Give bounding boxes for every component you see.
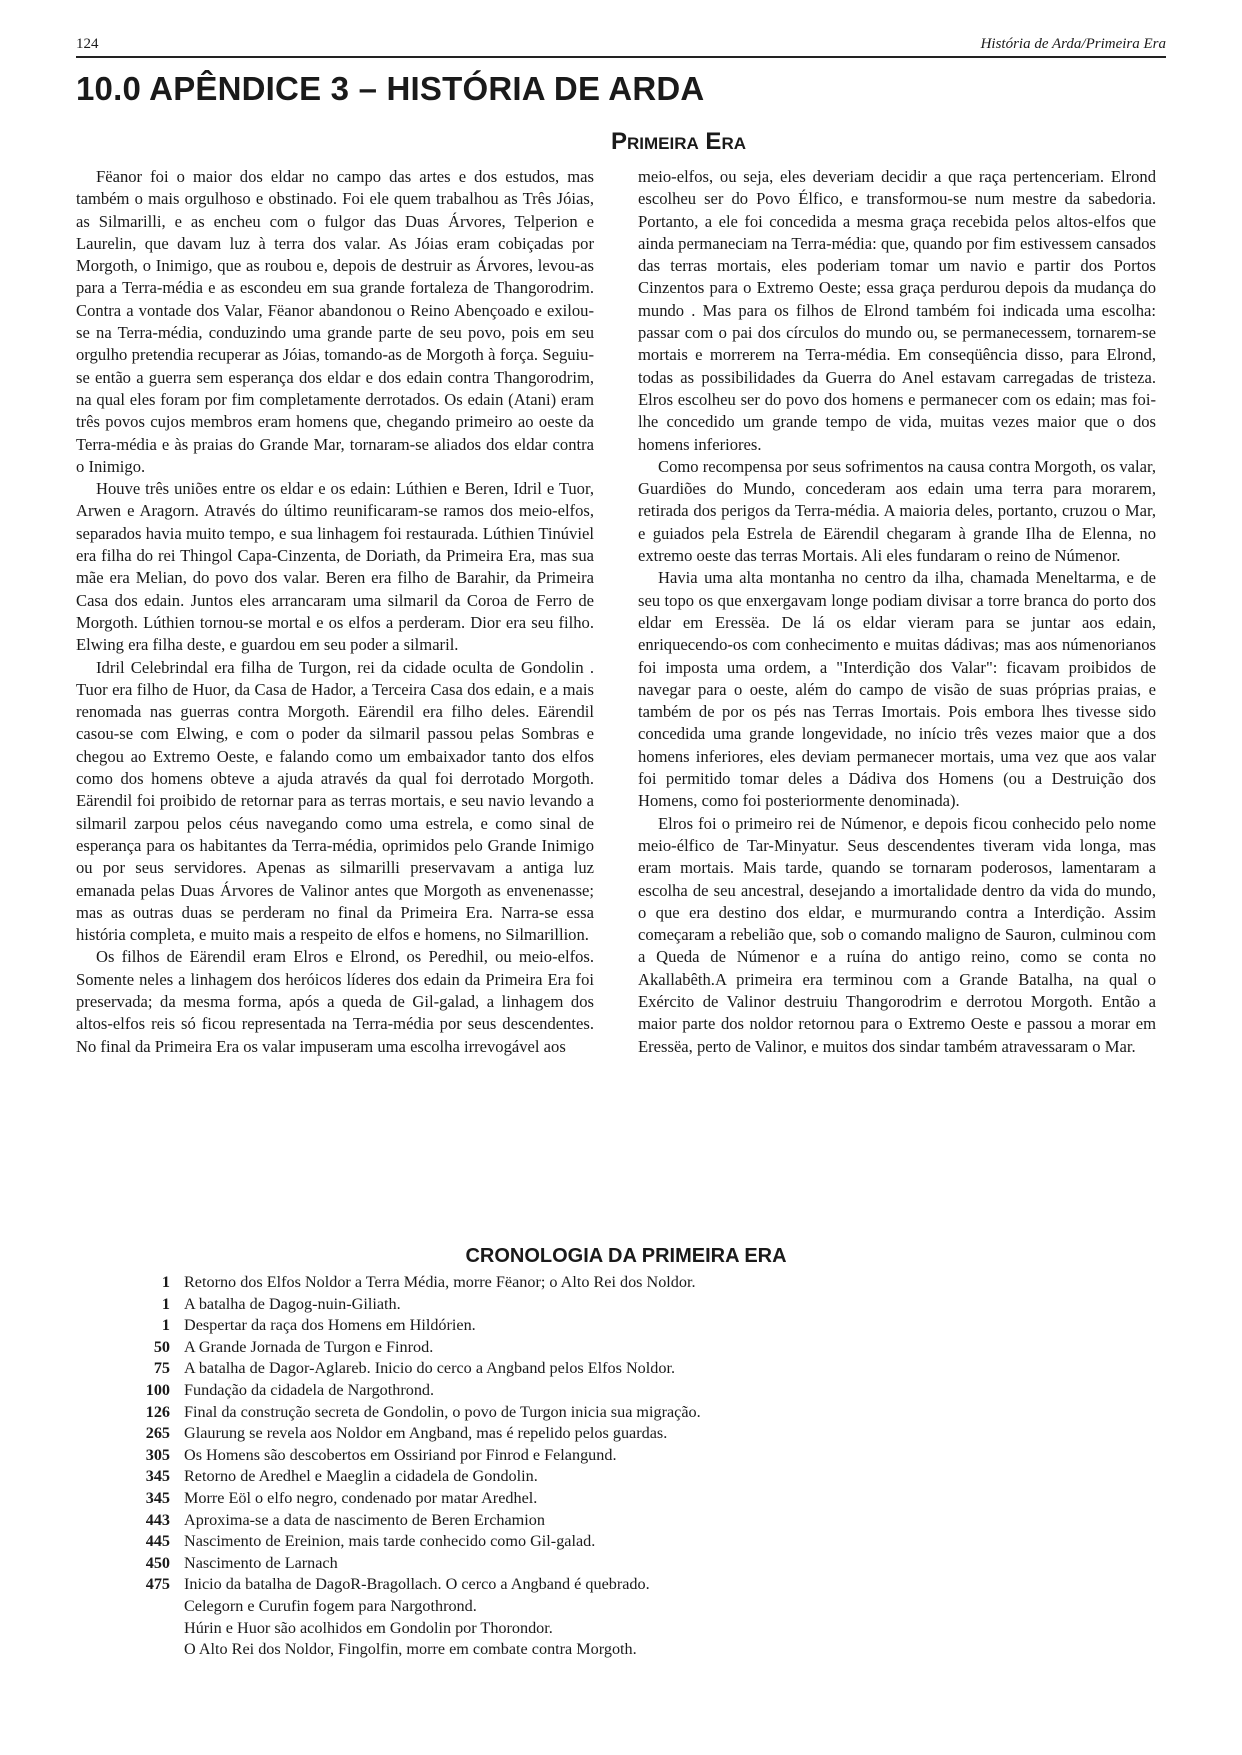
- paragraph: Os filhos de Eärendil eram Elros e Elrond, os Peredhil, ou meio-elfos. Somente neles a linhagem dos heróicos líderes dos edain da Primeira Era foi preservada; da mesma forma, após a queda de Gil-galad, a linhagem dos altos-elfos reis só ficou representada na Terra-média por seus descendentes. No final da Primeira Era os valar impuseram uma escolha irrevogável aos: [76, 947, 594, 1056]
- chronology-title: [0, 1245, 1242, 1268]
- chronology-text: Fundação da cidadela de Nargothrond.: [184, 1380, 435, 1399]
- paragraph: Havia uma alta montanha no centro da ilha, chamada Meneltarma, e de seu topo os que enxergavam longe podiam divisar a torre branca do porto dos eldar em Eressëa. De lá os eldar vieram para se juntar aos edain, enriquecendo-os com conhecimento e muitas dádivas; mas aos númenorianos foi imposta uma ordem, a "Interdição dos Valar": ficavam proibidos de navegar para o oeste, além do campo de visão de suas próprias praias, e também de por os pés nas Terras Imortais. Pois embora lhes tivesse sido concedida uma grande longevidade, no início três vezes maior que a dos homens inferiores, eles deviam permanecer mortais, uma vez que aos valar foi permitido tomar deles a Dádiva dos Homens (ou a Destruição dos Homens, como foi posteriormente denominada).: [638, 568, 1156, 811]
- chronology-year: 445: [145, 1532, 170, 1551]
- chronology-year: 265: [145, 1424, 170, 1443]
- chronology-entry: [120, 1445, 1120, 1467]
- chronology-year: 345: [145, 1467, 170, 1486]
- chronology-year: 443: [145, 1510, 170, 1529]
- chronology-text: Nascimento de Larnach: [184, 1553, 338, 1572]
- chronology-year: 450: [145, 1553, 170, 1572]
- paragraph: Elros foi o primeiro rei de Númenor, e depois ficou conhecido pelo nome meio-élfico de Tar-Minyatur. Seus descendentes tiveram vida longa, mas eram mortais. Mais tarde, quando se tornaram poderosos, lamentaram a escolha de seu ancestral, desejando a imortalidade dentro da vida do mundo, o que era destino dos eldar, e murmurando contra a Interdição. Assim começaram a rebelião que, sob o comando maligno de Sauron, culminou com a Queda de Númenor e a ruína do antigo reino, como se conta no Akallabêth.A primeira era terminou com a Grande Batalha, na qual o Exército de Valinor destruiu Thangorodrim e derrotou Morgoth. Então a maior parte dos noldor retornou para o Extremo Oeste e passou a morar em Eressëa, perto de Valinor, e muitos dos sindar também atravessaram o Mar.: [638, 813, 1156, 1056]
- paragraph: Idril Celebrindal era filha de Turgon, rei da cidade oculta de Gondolin . Tuor era filho de Huor, da Casa de Hador, a Terceira Casa dos edain, e a mais renomada nas guerras contra Morgoth. Eärendil era filho deles. Eärendil casou-se com Elwing, e com o poder da silmaril passou pelas Sombras e chegou ao Extremo Oeste, e falando como um embaixador tanto dos elfos como dos homens obteve a ajuda através da qual foi derrotado Morgoth. Eärendil foi proibido de retornar para as terras mortais, e seu navio levando a silmaril zarpou pelos céus navegando como uma estrela, e como sinal de esperança para os habitantes da Terra-média, oprimidos pelo Grande Inimigo ou por seus servidores. Apenas as silmarilli preservavam a antiga luz emanada pelas Duas Árvores de Valinor antes que Morgoth as envenenasse; mas as outras duas se perderam no final da Primeira Era. Narra-se essa história completa, e muito mais a respeito de elfos e homens, no Silmarillion.: [76, 657, 594, 945]
- chronology-text: Morre Eöl o elfo negro, condenado por matar Aredhel.: [184, 1488, 538, 1507]
- chronology-continuation: Húrin e Huor são acolhidos em Gondolin por Thorondor.: [184, 1618, 553, 1637]
- chronology-entry: [120, 1294, 1120, 1316]
- paragraph-continuation: meio-elfos, ou seja, eles deveriam decidir a que raça pertenceriam. Elrond escolheu ser do Povo Élfico, e transformou-se num mestre da sabedoria. Portanto, a ele foi concedida a mesma graça recebida pelos altos-elfos que ainda permaneciam na Terra-média: que, quando por fim estivessem cansados das terras mortais, eles poderiam tomar um navio e partir dos Portos Cinzentos para o Extremo Oeste; essa graça perdurou depois da mudança do mundo . Mas para os filhos de Elrond também foi indicada uma escolha: passar com o pai dos círculos do mundo ou, se permanecessem, tornarem-se mortais e morrerem na Terra-média. Em conseqüência disso, para Elrond, todas as possibilidades da Guerra do Anel estavam carregadas de tristeza. Elros escolheu ser do povo dos homens e permanecer com os edain; mas foi-lhe concedido um grande tempo de vida, muitas vezes maior que o dos homens inferiores.: [638, 167, 1156, 454]
- chronology-year: 475: [145, 1575, 170, 1594]
- chronology-text: Glaurung se revela aos Noldor em Angband, mas é repelido pelos guardas.: [184, 1424, 668, 1443]
- chronology-year: 305: [145, 1445, 170, 1464]
- chronology-year: 1: [161, 1316, 170, 1335]
- chronology-entry: [120, 1488, 1120, 1510]
- chronology-year: 345: [145, 1488, 170, 1507]
- chronology-text: Nascimento de Ereinion, mais tarde conhecido como Gil-galad.: [184, 1532, 596, 1551]
- chronology-entry: [120, 1553, 1120, 1575]
- chronology-text: A batalha de Dagor-Aglareb. Inicio do cerco a Angband pelos Elfos Noldor.: [184, 1359, 675, 1378]
- chronology-entry: [120, 1337, 1120, 1359]
- chronology-text: Retorno de Aredhel e Maeglin a cidadela de Gondolin.: [184, 1467, 538, 1486]
- paragraph: Houve três uniões entre os eldar e os edain: Lúthien e Beren, Idril e Tuor, Arwen e Aragorn. Através do último reunificaram-se ramos dos meio-elfos, separados havia muito tempo, e sua linhagem foi restaurada. Lúthien Tinúviel era filha do rei Thingol Capa-Cinzenta, de Doriath, da Primeira Era, mas sua mãe era Melian, do povo dos valar. Beren era filho de Barahir, da Primeira Casa dos edain. Juntos eles arrancaram uma silmaril da Coroa de Ferro de Morgoth. Lúthien tornou-se mortal e os elfos a perderam. Dior era seu filho. Elwing era filha deste, e guardou em seu poder a silmaril.: [76, 479, 594, 655]
- left-column: [76, 166, 594, 1058]
- chronology-text: A batalha de Dagog-nuin-Giliath.: [184, 1294, 401, 1313]
- paragraph: Como recompensa por seus sofrimentos na causa contra Morgoth, os valar, Guardiões do Mundo, concederam aos edain uma terra para morarem, retirada dos perigos da Terra-média. A maioria deles, portanto, cruzou o Mar, e guiados pela Estrela de Eärendil chegaram à grande Ilha de Elenna, no extremo oeste das terras Mortais. Ali eles fundaram o reino de Númenor.: [638, 456, 1156, 566]
- chronology-title-text: CRONOLOGIA DA PRIMEIRA ERA: [465, 1245, 787, 1267]
- chapter-title: 10.0 APÊNDICE 3 – HISTÓRIA DE ARDA: [76, 70, 705, 107]
- chronology-entry: [120, 1272, 1120, 1294]
- running-title: História de Arda/Primeira Era: [980, 36, 1166, 52]
- chronology-text: Despertar da raça dos Homens em Hildórien.: [184, 1316, 476, 1335]
- chronology-year: 100: [145, 1380, 170, 1399]
- chronology-entry: [120, 1574, 1120, 1596]
- page-number: 124: [76, 36, 99, 52]
- chronology-year: 50: [153, 1337, 170, 1356]
- chronology-entry: [120, 1315, 1120, 1337]
- chronology-text: Os Homens são descobertos em Ossiriand por Finrod e Felangund.: [184, 1445, 617, 1464]
- section-title-text: Primeira Era: [610, 128, 746, 155]
- chronology-year: 75: [153, 1359, 170, 1378]
- chronology-entry: [120, 1380, 1120, 1402]
- right-column: [638, 166, 1156, 1058]
- chronology-text: Inicio da batalha de DagoR-Bragollach. O cerco a Angband é quebrado.: [184, 1575, 650, 1594]
- chronology-entry: [120, 1531, 1120, 1553]
- chronology-list: [120, 1272, 1120, 1661]
- chronology-continuation: Celegorn e Curufin fogem para Nargothrond.: [184, 1596, 477, 1615]
- chronology-year: 126: [145, 1402, 170, 1421]
- section-title: [0, 128, 1242, 156]
- chronology-text: Retorno dos Elfos Noldor a Terra Média, morre Fëanor; o Alto Rei dos Noldor.: [184, 1273, 696, 1291]
- chronology-continuation: O Alto Rei dos Noldor, Fingolfin, morre em combate contra Morgoth.: [184, 1640, 637, 1659]
- chronology-entry: [120, 1402, 1120, 1424]
- running-header: [76, 34, 1166, 58]
- chronology-entry: [120, 1510, 1120, 1532]
- chronology-entry: [120, 1423, 1120, 1445]
- chronology-text: Final da construção secreta de Gondolin, o povo de Turgon inicia sua migração.: [184, 1402, 701, 1421]
- chronology-text: A Grande Jornada de Turgon e Finrod.: [184, 1337, 434, 1356]
- paragraph: Fëanor foi o maior dos eldar no campo das artes e dos estudos, mas também o mais orgulhoso e obstinado. Foi ele quem trabalhou as Três Jóias, as Silmarilli, e as encheu com o fulgor das Duas Árvores, Telperion e Laurelin, que davam luz à terra dos valar. As Jóias eram cobiçadas por Morgoth, o Inimigo, que as roubou e, depois de destruir as Árvores, levou-as para a Terra-média e as escondeu em sua grande fortaleza de Thangorodrim. Contra a vontade dos Valar, Fëanor abandonou o Reino Abençoado e exilou-se na Terra-média, conduzindo uma grande parte de seu povo, pois em seu orgulho pretendia recuperar as Jóias, tomando-as de Morgoth à força. Seguiu-se então a guerra sem esperança dos eldar e dos edain contra Thangorodrim, na qual eles foram por fim completamente derrotados. Os edain (Atani) eram três povos cujos membros eram homens que, chegando primeiro ao oeste da Terra-média e às praias do Grande Mar, tornaram-se aliados dos eldar contra o Inimigo.: [76, 167, 594, 476]
- chronology-year: 1: [161, 1294, 170, 1313]
- chronology-year: 1: [161, 1273, 170, 1291]
- chronology-entry: [120, 1358, 1120, 1380]
- chronology-text: Aproxima-se a data de nascimento de Beren Erchamion: [184, 1510, 545, 1529]
- chronology-entry: [120, 1466, 1120, 1488]
